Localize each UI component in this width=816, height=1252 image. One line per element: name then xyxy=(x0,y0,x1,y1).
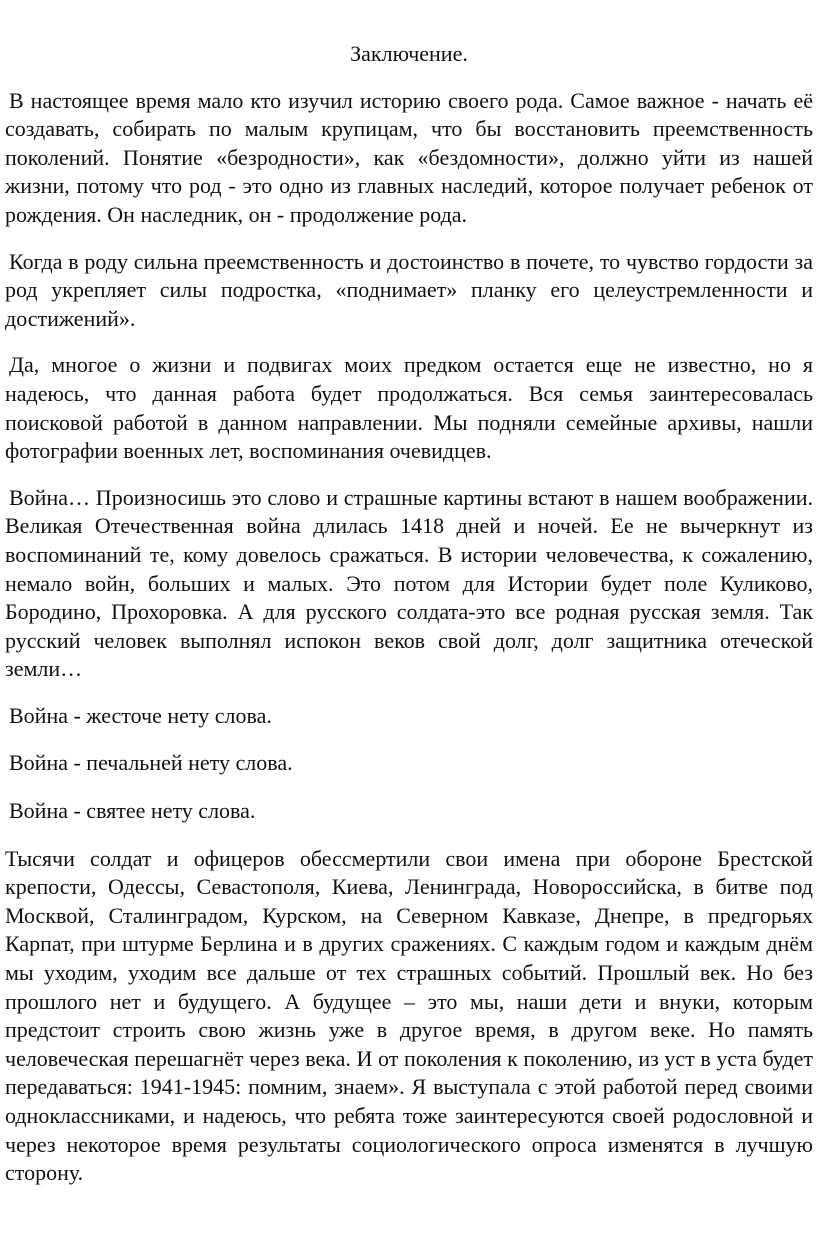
paragraph-war: Война… Произносишь это слово и страшные картины встают в нашем воображении. Великая Отечественная война длилась 1418 дней и ночей. Ее не вычеркнут из воспоминаний те, кому довелось сражаться. В истории человечества, к сожалению, немало войн, больших и малых. Это потом для Истории будет поле Куликово, Бородино, Прохоровка. А для русского солдата-это все родная русская земля. Так русский человек выполнял испокон веков свой долг, долг защитника отеческой земли… xyxy=(5,484,813,682)
paragraph-research: Да, многое о жизни и подвигах моих предком остается еще не известно, но я надеюсь, что данная работа будет продолжаться. Вся семья заинтересовалась поисковой работой в данном направлении. Мы подняли семейные архивы, нашли фотографии военных лет, воспоминания очевидцев. xyxy=(5,352,813,464)
document-title: Заключение. xyxy=(350,41,468,66)
paragraph-war-line-2: Война - печальней нету слова. xyxy=(9,750,293,776)
paragraph-family-history: В настоящее время мало кто изучил историю своего рода. Самое важное - начать её создавать, собирать по малым крупицам, что бы восстановить преемственность поколений. Понятие «безродности», как «бездомности», должно уйти из нашей жизни, потому что род - это одно из главных наследий, которое получает ребенок от рождения. Он наследник, он - продолжение рода. xyxy=(5,87,813,227)
paragraph-war-line-3: Война - святее нету слова. xyxy=(9,798,256,824)
paragraph-continuity: Когда в роду сильна преемственность и достоинство в почете, то чувство гордости за род укрепляет силы подростка, «поднимает» планку его целеустремленности и достижений». xyxy=(5,248,813,331)
paragraph-war-line-1: Война - жесточе нету слова. xyxy=(9,702,272,728)
paragraph-memory: Тысячи солдат и офицеров обессмертили свои имена при обороне Брестской крепости, Одессы, Севастополя, Киева, Ленинграда, Новороссийска, в битве под Москвой, Сталинградом, Курском, на Северном Кавказе, Днепре, в предгорьях Карпат, при штурме Берлина и в других сражениях. С каждым годом и каждым днём мы уходим, уходим все дальше от тех страшных событий. Прошлый век. Но без прошлого нет и будущего. А будущее – это мы, наши дети и внуки, которым предстоит строить свою жизнь уже в другое время, в другом веке. Но память человеческая перешагнёт через века. И от поколения к поколению, из уст в уста будет передаваться: 1941-1945: помним, знаем». Я выступала с этой работой перед своими одноклассниками, и надеюсь, что ребята тоже заинтересуются своей родословной и через некоторое время результаты социологического опроса изменятся в лучшую сторону. xyxy=(5,845,813,1186)
document-page xyxy=(0,40,816,1206)
